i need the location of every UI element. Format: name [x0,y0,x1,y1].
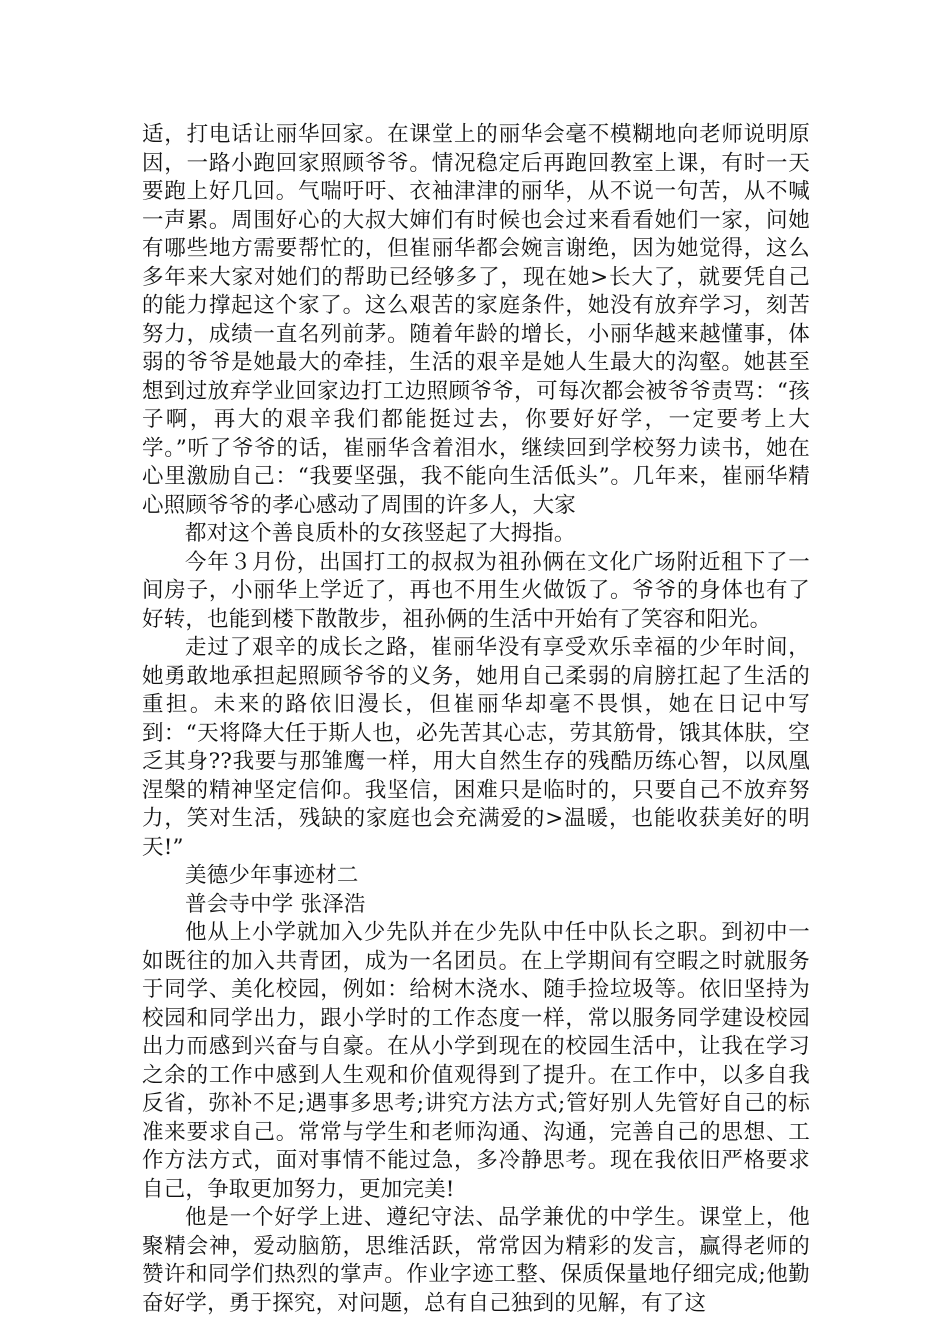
paragraph: 他是一个好学上进、遵纪守法、品学兼优的中学生。课堂上，他聚精会神，爱动脑筋，思维活跃，常常因为精彩的发言，赢得老师的赞许和同学们热烈的掌声。作业字迹工整、保质保量地仔细完成;他勤奋好学，勇于探究，对问题，总有自己独到的见解，有了这 [142,1205,810,1316]
section-title: 美德少年事迹材二 [185,863,359,888]
paragraph: 适，打电话让丽华回家。在课堂上的丽华会毫不模糊地向老师说明原因，一路小跑回家照顾爷爷。情况稳定后再跑回教室上课，有时一天要跑上好几回。气喘吁吁、衣袖津津的丽华，从不说一句苦，从不喊一声累。周围好心的大叔大婶们有时候也会过来看看她们一家，问她有哪些地方需要帮忙的，但崔丽华都会婉言谢绝，因为她觉得，这么多年来大家对她们的帮助已经够多了，现在她>长大了，就要凭自己的能力撑起这个家了。这么艰苦的家庭条件，她没有放弃学习，刻苦努力，成绩一直名列前茅。随着年龄的增长，小丽华越来越懂事，体弱的爷爷是她最大的牵挂，生活的艰辛是她人生最大的沟壑。她甚至想到过放弃学业回家边打工边照顾爷爷，可每次都会被爷爷责骂：“孩子啊，再大的艰辛我们都能挺过去，你要好好学，一定要考上大学。”听了爷爷的话，崔丽华含着泪水，继续回到学校努力读书，她在心里激励自己：“我要坚强，我不能向生活低头”。几年来，崔丽华精心照顾爷爷的孝心感动了周围的许多人，大家 [142,122,810,518]
paragraph: 今年３月份，出国打工的叔叔为祖孙俩在文化广场附近租下了一间房子，小丽华上学近了，再也不用生火做饭了。爷爷的身体也有了好转，也能到楼下散散步，祖孙俩的生活中开始有了笑容和阳光。 [142,549,810,632]
author-line: 普会寺中学 张泽浩 [185,891,366,917]
paragraph: 他从上小学就加入少先队并在少先队中任中队长之职。到初中一如既往的加入共青团，成为一名团员。在上学期间有空暇之时就服务于同学、美化校园，例如：给树木浇水、随手捡垃圾等。依旧坚持为校园和同学出力，跟小学时的工作态度一样，常以服务同学建设校园出力而感到兴奋与自豪。在从小学到现在的校园生活中，让我在学习之余的工作中感到人生观和价值观得到了提升。在工作中，以多自我反省，弥补不足;遇事多思考;讲究方法方式;管好别人先管好自己的标准来要求自己。常常与学生和老师沟通、沟通，完善自己的思想、工作方法方式，面对事情不能过急，多冷静思考。现在我依旧严格要求自己，争取更加努力，更加完美! [142,920,810,1202]
paragraph: 走过了艰辛的成长之路，崔丽华没有享受欢乐幸福的少年时间，她勇敢地承担起照顾爷爷的义务，她用自己柔弱的肩膀扛起了生活的重担。未来的路依旧漫长，但崔丽华却毫不畏惧，她在日记中写到：“天将降大任于斯人也，必先苦其心志，劳其筋骨，饿其体肤，空乏其身??我要与那雏鹰一样，用大自然生存的残酷历练心智，以凤凰涅槃的精神坚定信仰。我坚信，困难只是临时的，只要自己不放弃努力，笑对生活，残缺的家庭也会充满爱的>温暖，也能收获美好的明天!” [142,635,810,860]
document-body [142,121,810,1318]
paragraph: 都对这个善良质朴的女孩竖起了大拇指。 [185,521,576,546]
